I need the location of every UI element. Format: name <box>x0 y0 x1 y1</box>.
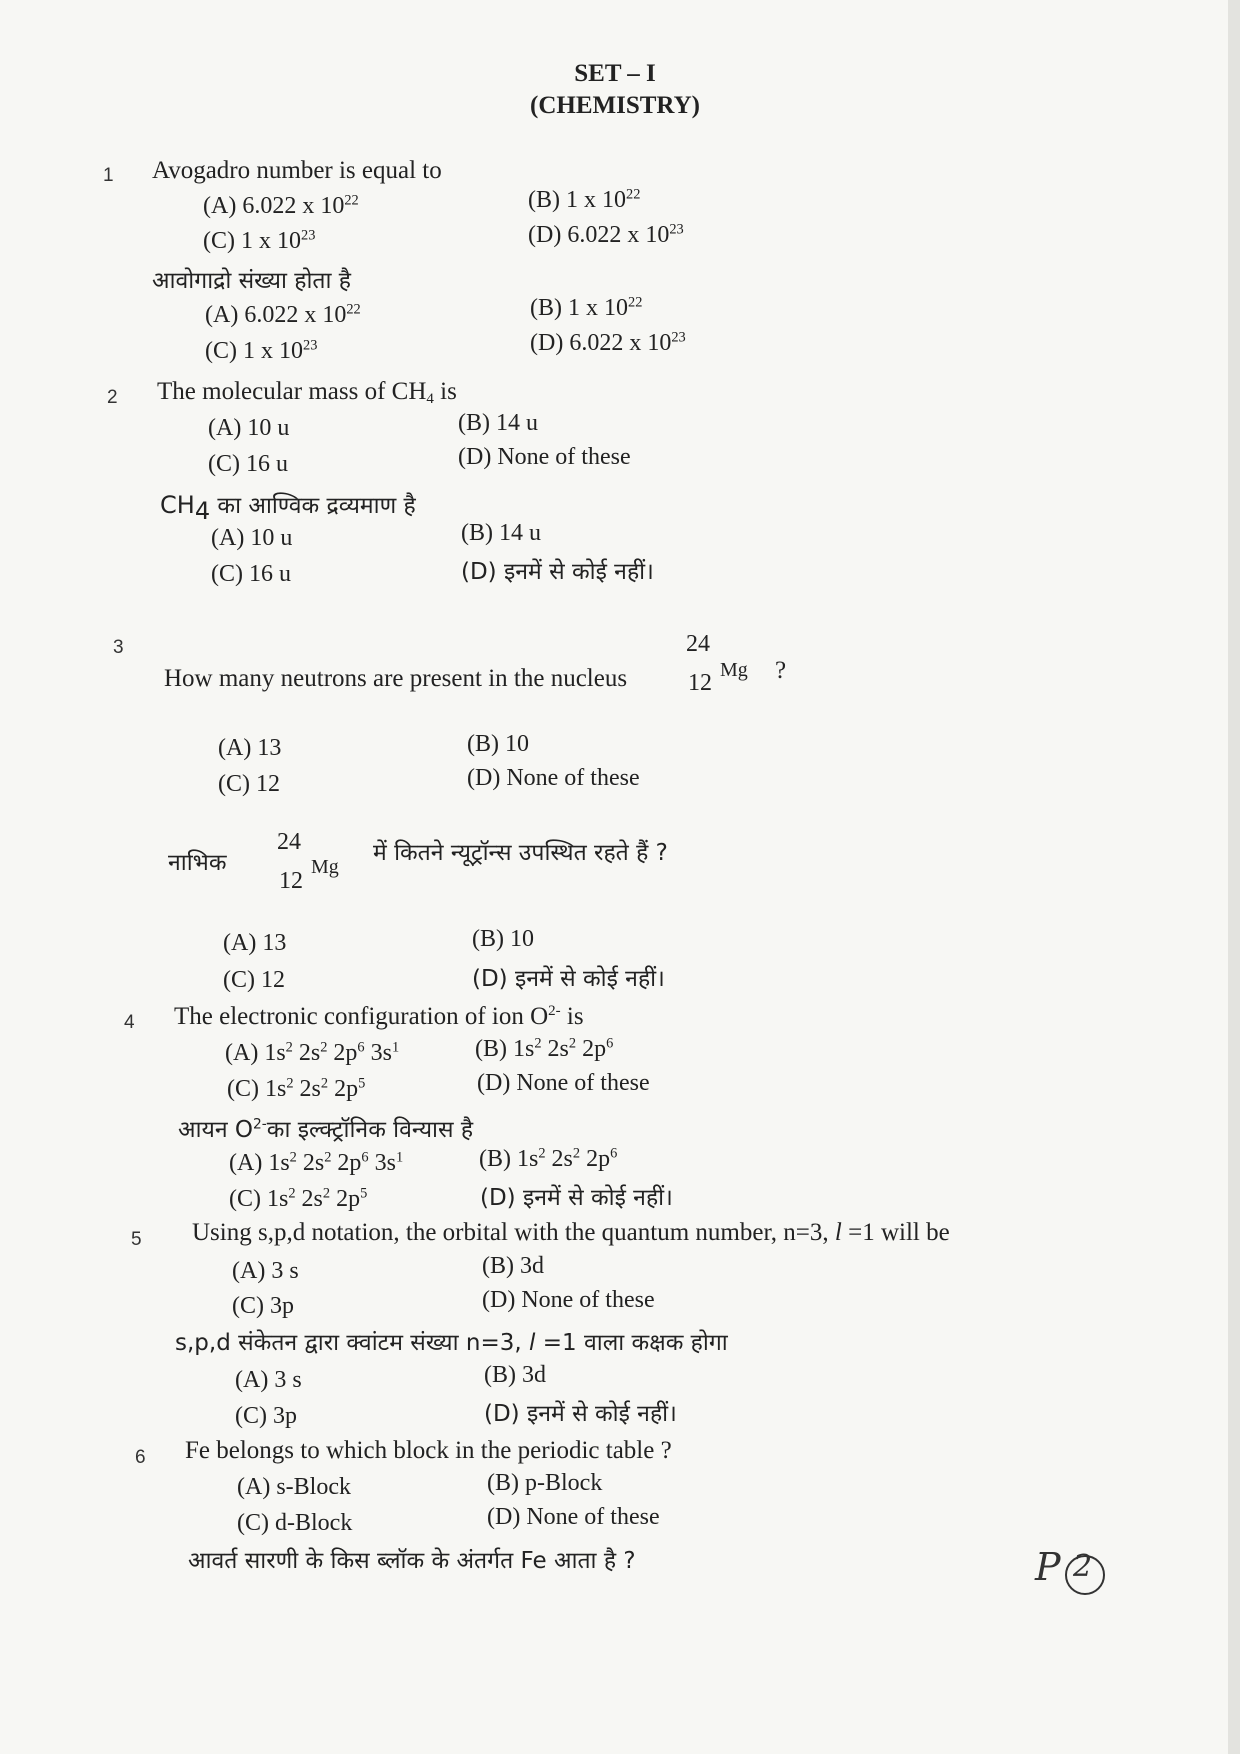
hindi-option-d: (D) 6.022 x $10^{23}$ <box>530 329 686 356</box>
option-b: (B) p-Block <box>487 1470 603 1496</box>
set-heading: SET – I <box>574 60 656 87</box>
question-text-hindi-pre: नाभिक <box>168 850 227 876</box>
page-mark-letter: P <box>1035 1545 1061 1589</box>
option-a: (A) $1s^2$ $2s^2$ $2p^6$ $3s^1$ <box>225 1039 400 1066</box>
option-a: (A) s-Block <box>237 1474 351 1500</box>
hindi-option-b: (B) 10 <box>472 926 534 952</box>
option-c: (C) 16 u <box>208 451 288 477</box>
question-text: The electronic configuration of ion $O^{2-}$ is <box>174 1003 584 1030</box>
option-b: (B) $1s^2$ $2s^2$ $2p^6$ <box>475 1035 614 1062</box>
hindi-option-b: (B) $1s^2$ $2s^2$ $2p^6$ <box>479 1145 618 1172</box>
hindi-option-b: (B) 14 u <box>461 520 541 546</box>
isotope-mass-number: 24 <box>686 631 710 657</box>
hindi-option-a: (A) 6.022 x $10^{22}$ <box>205 301 361 328</box>
hindi-option-c: (C) $1s^2$ $2s^2$ $2p^5$ <box>229 1185 368 1212</box>
option-c: (C) d-Block <box>237 1510 353 1536</box>
isotope-symbol: Mg <box>311 856 339 878</box>
question-text: Using s,p,d notation, the orbital with the quantum number, n=3, l =1 will be <box>192 1219 950 1246</box>
question-number: 1 <box>103 165 114 186</box>
option-a: (A) 10 u <box>208 415 290 441</box>
hindi-option-c: (C) 1 x $10^{23}$ <box>205 337 318 364</box>
option-d: (D) None of these <box>467 765 640 791</box>
question-text: Fe belongs to which block in the periodic table ? <box>185 1437 672 1464</box>
question-number: 2 <box>107 387 118 408</box>
option-b: (B) 3d <box>482 1253 544 1279</box>
isotope-symbol: Mg <box>720 659 748 681</box>
option-d: (D) None of these <box>477 1070 650 1096</box>
option-a: (A) 6.022 x $10^{22}$ <box>203 192 359 219</box>
question-number: 4 <box>124 1012 135 1033</box>
question-number: 6 <box>135 1447 146 1468</box>
question-text: The molecular mass of $CH_4$ is <box>157 378 457 407</box>
question-mark: ? <box>775 657 787 684</box>
page-mark-number: 2 <box>1073 1549 1093 1584</box>
isotope-atomic-number: 12 <box>279 868 303 894</box>
option-a: (A) 3 s <box>232 1258 299 1284</box>
isotope-atomic-number: 12 <box>688 670 712 696</box>
option-d: (D) None of these <box>487 1504 660 1530</box>
hindi-option-c: (C) 16 u <box>211 561 291 587</box>
hindi-option-a: (A) $1s^2$ $2s^2$ $2p^6$ $3s^1$ <box>229 1149 404 1176</box>
question-text: Avogadro number is equal to <box>152 157 442 184</box>
hindi-option-c: (C) 12 <box>223 967 285 993</box>
isotope-mass-number: 24 <box>277 829 301 855</box>
option-c: (C) 3p <box>232 1293 294 1319</box>
hindi-option-d: (D) इनमें से कोई नहीं। <box>461 559 654 585</box>
scan-edge-right <box>1228 0 1240 1754</box>
hindi-option-a: (A) 3 s <box>235 1367 302 1393</box>
hindi-option-b: (B) 1 x $10^{22}$ <box>530 294 643 321</box>
question-number: 3 <box>113 637 124 658</box>
question-text-hindi: s,p,d संकेतन द्वारा क्वांटम संख्या n=3, l =1 वाला कक्षक होगा <box>175 1330 728 1356</box>
option-d: (D) None of these <box>482 1287 655 1313</box>
option-b: (B) 14 u <box>458 410 538 436</box>
option-c: (C) $1s^2$ $2s^2$ $2p^5$ <box>227 1075 366 1102</box>
question-text-hindi: आयन $O^{2-}का$ इल्क्ट्रॉनिक विन्यास है <box>178 1116 474 1143</box>
question-text-hindi: आवर्त सारणी के किस ब्लॉक के अंतर्गत Fe आता है ? <box>188 1548 636 1574</box>
subject-heading: (CHEMISTRY) <box>530 92 700 119</box>
question-number: 5 <box>131 1229 142 1250</box>
question-text-hindi: $CH_4$ का आण्विक द्रव्यमाण है <box>160 491 416 525</box>
hindi-option-d: (D) इनमें से कोई नहीं। <box>484 1401 677 1427</box>
option-a: (A) 13 <box>218 735 282 761</box>
hindi-option-d: (D) इनमें से कोई नहीं। <box>480 1185 673 1211</box>
option-c: (C) 1 x $10^{23}$ <box>203 227 316 254</box>
option-b: (B) 1 x $10^{22}$ <box>528 186 641 213</box>
page-mark <box>1035 1545 1115 1605</box>
option-d: (D) None of these <box>458 444 631 470</box>
question-text-hindi: आवोगाद्रो संख्या होता है <box>152 268 352 294</box>
hindi-option-c: (C) 3p <box>235 1403 297 1429</box>
question-text-hindi: में कितने न्यूट्रॉन्स उपस्थित रहते हैं ? <box>373 840 668 866</box>
hindi-option-a: (A) 13 <box>223 930 287 956</box>
option-b: (B) 10 <box>467 731 529 757</box>
option-d: (D) 6.022 x $10^{23}$ <box>528 221 684 248</box>
hindi-option-a: (A) 10 u <box>211 525 293 551</box>
hindi-option-d: (D) इनमें से कोई नहीं। <box>472 966 665 992</box>
hindi-option-b: (B) 3d <box>484 1362 546 1388</box>
option-c: (C) 12 <box>218 771 280 797</box>
question-text: How many neutrons are present in the nucleus <box>164 665 628 692</box>
